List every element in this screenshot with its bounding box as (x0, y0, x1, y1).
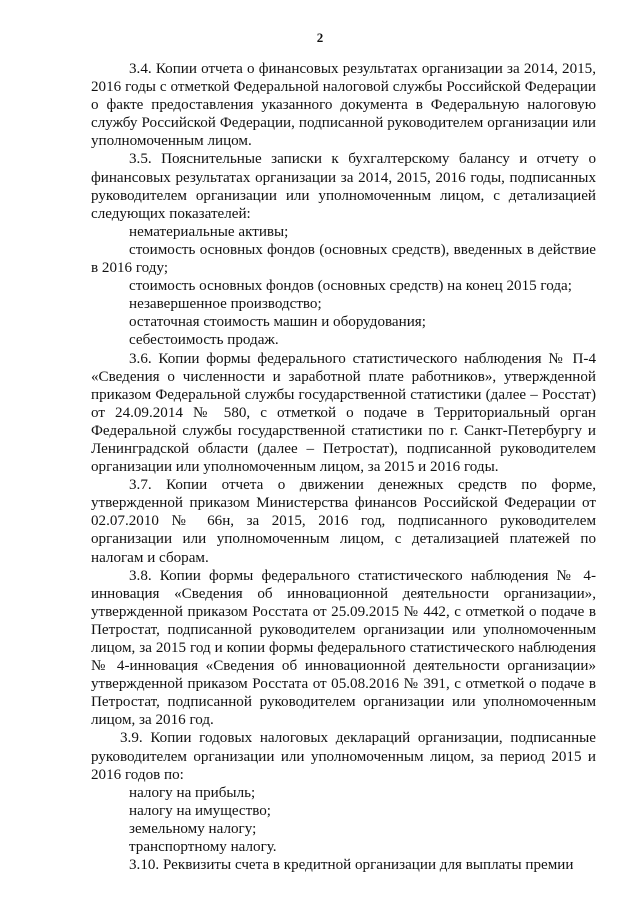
paragraph-3-4: 3.4. Копии отчета о финансовых результатах организации за 2014, 2015, 2016 годы с отметкой Федеральной налоговой службы Российской Федерации о факте предоставления указанного документа в Федеральную налоговую службу Российской Федерации, подписанной руководителем организации или уполномоченным лицом. (91, 61, 596, 150)
paragraph-3-10: 3.10. Реквизиты счета в кредитной организации для выплаты премии (129, 857, 574, 874)
paragraph-3-5: 3.5. Пояснительные записки к бухгалтерскому балансу и отчету о финансовых результатах организации за 2014, 2015, 2016 годы, подписанных руководителем организации или уполномоченным лицом, с детализацией следующих показателей: (91, 151, 596, 222)
list-item: себестоимость продаж. (129, 332, 279, 349)
list-item: стоимость основных фондов (основных средств) на конец 2015 года; (129, 278, 572, 295)
list-item: налогу на имущество; (129, 802, 271, 819)
list-item: незавершенное производство; (129, 296, 322, 313)
document-body (91, 60, 596, 874)
list-item: транспортному налогу. (129, 839, 277, 856)
page-number: 2 (316, 30, 324, 45)
list-item: нематериальные активы; (129, 223, 289, 240)
paragraph-3-6: 3.6. Копии формы федерального статистического наблюдения № П-4 «Сведения о численности и заработной плате работников», утвержденной приказом Федеральной службы государственной статистики (далее – Росстат) от 24.09.2014 № 580, с отметкой о подаче в Территориальный орган Федеральной службы государственной статистики по г. Санкт-Петербургу и Ленинградской области (далее – Петростат), подписанной руководителем организации или уполномоченным лицом, за 2015 и 2016 годы. (91, 350, 596, 476)
list-item: налогу на прибыль; (129, 784, 256, 801)
list-3-5-indicators (91, 223, 596, 350)
list-item: земельному налогу; (129, 820, 257, 837)
paragraph-3-9: 3.9. Копии годовых налоговых деклараций организации, подписанные руководителем организации или уполномоченным лицом, за период 2015 и 2016 годов по: (91, 730, 596, 783)
paragraph-3-7: 3.7. Копии отчета о движении денежных средств по форме, утвержденной приказом Министерства финансов Российской Федерации от 02.07.2010 № 66н, за 2015, 2016 год, подписанного руководителем организации или уполномоченным лицом, с детализацией платежей по налогам и сборам. (91, 477, 596, 566)
list-item: остаточная стоимость машин и оборудования; (129, 314, 426, 331)
list-3-9-taxes (91, 784, 596, 856)
list-item: стоимость основных фондов (основных средств), введенных в действие в 2016 году; (91, 241, 596, 277)
paragraph-3-8: 3.8. Копии формы федерального статистического наблюдения № 4-инновация «Сведения об инновационной деятельности организации», утвержденной приказом Росстата от 25.09.2015 № 442, с отметкой о подаче в Петростат, подписанной руководителем организации или уполномоченным лицом, за 2015 год и копии формы федерального статистического наблюдения № 4-инновация «Сведения об инновационной деятельности организации» утвержденной приказом Росстата от 05.08.2016 № 391, с отметкой о подаче в Петростат, подписанной руководителем организации или уполномоченным лицом, за 2016 год. (91, 567, 596, 729)
